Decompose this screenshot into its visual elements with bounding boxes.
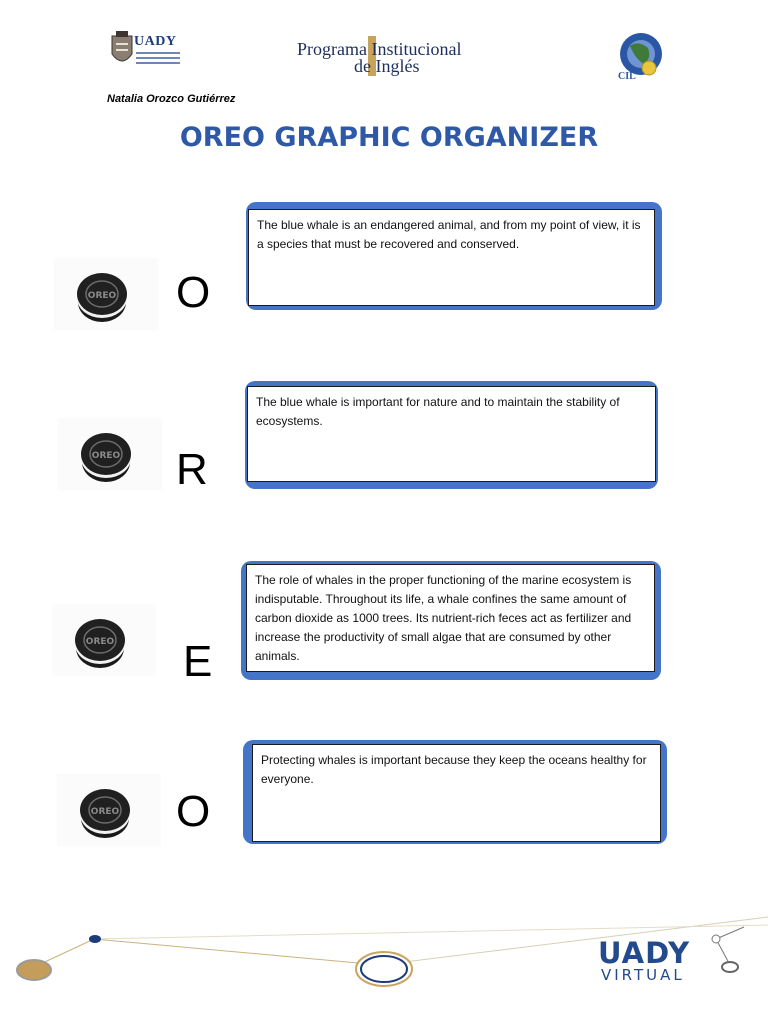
svg-text:OREO: OREO (87, 291, 117, 301)
oreo-cookie-image (57, 774, 161, 846)
oreo-card-2: The blue whale is important for nature and to maintain the stability of ecosystems. (247, 386, 656, 482)
cil-logo (608, 30, 670, 82)
oreo-cookie-image (52, 604, 156, 676)
programa-ingles-logo (297, 36, 482, 76)
oreo-card-1: The blue whale is an endangered animal, and from my point of view, it is a species that must be recovered and conserved. (248, 209, 655, 306)
page-title: OREO GRAPHIC ORGANIZER (179, 122, 599, 153)
svg-text:OREO: OREO (91, 451, 121, 461)
footer-brand: UADY (598, 936, 691, 970)
cil-logo-text: CIL (618, 71, 636, 82)
oreo-cookie-image (54, 258, 158, 330)
program-logo-line2: de Inglés (354, 56, 420, 76)
uady-seal-icon (108, 30, 136, 70)
uady-virtual-logo (598, 936, 708, 986)
uady-logo-sublines (136, 52, 180, 67)
author-name: Natalia Orozco Gutiérrez (107, 93, 236, 105)
oreo-cookie-icon (80, 424, 136, 484)
oreo-letter-3: E (183, 637, 213, 686)
svg-text:OREO: OREO (90, 807, 120, 817)
footer-sub: VIRTUAL (601, 966, 685, 984)
oreo-cookie-icon (76, 264, 132, 324)
uady-logo (108, 30, 180, 74)
oreo-letter-4: O (176, 787, 211, 836)
uady-logo-text: UADY (134, 34, 177, 49)
oreo-letter-2: R (176, 445, 208, 494)
oreo-card-4: Protecting whales is important because they keep the oceans healthy for everyone. (252, 744, 661, 842)
oreo-letter-1: O (176, 268, 211, 317)
oreo-card-3: The role of whales in the proper functioning of the marine ecosystem is indisputable. Throughout its life, a whale confines the same amount of carbon dioxide as 1000 trees. Its nutrient-rich feces act as fertilizer and increase the productivity of small algae that are consumed by other animals. (246, 564, 655, 672)
oreo-cookie-image (58, 418, 162, 490)
program-logo-line1: Programa Institucional (297, 39, 462, 59)
oreo-cookie-icon (79, 780, 135, 840)
oreo-cookie-icon (74, 610, 130, 670)
svg-text:OREO: OREO (85, 637, 115, 647)
